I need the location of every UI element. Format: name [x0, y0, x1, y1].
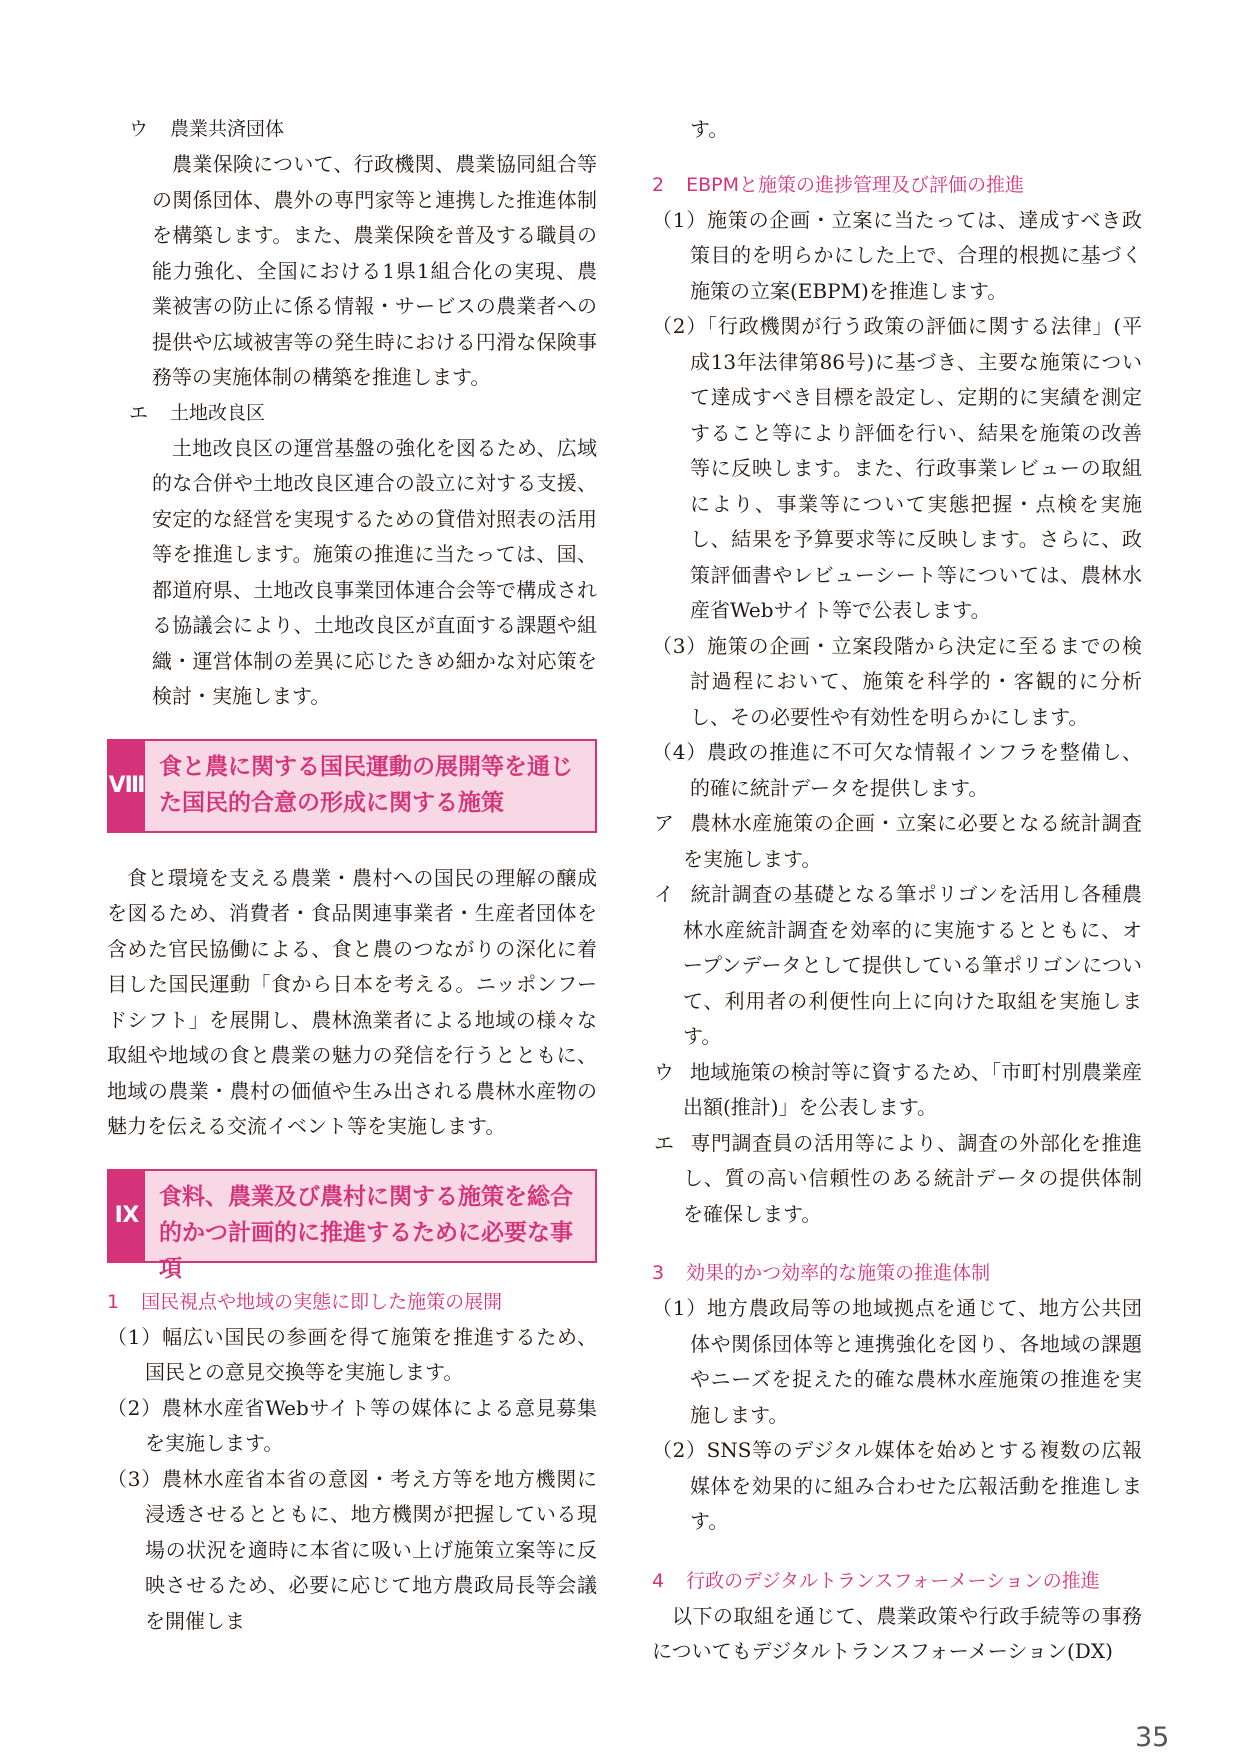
heading-text: 国民視点や地域の実態に即した施策の展開 [141, 1290, 503, 1313]
item-number: （4） [652, 740, 707, 764]
left-column [107, 112, 597, 1639]
sub-text: 統計調査の基礎となる筆ポリゴンを活用し各種農林水産統計調査を効率的に実施するとともに、オープンデータとして提供している筆ポリゴンについて、利用者の利便性向上に向けた取組を実施します。 [683, 882, 1143, 1048]
heading-text: 行政のデジタルトランスフォーメーションの推進 [686, 1569, 1100, 1592]
sub-marker: エ [654, 1130, 675, 1155]
item-number: （1） [652, 207, 708, 232]
item-text: 施策の企画・立案に当たっては、達成すべき政策目的を明らかにした上で、合理的根拠に基づく施策の立案(EBPM)を推進します。 [690, 207, 1142, 303]
section-banner-9 [107, 1169, 597, 1282]
list-item [652, 1291, 1142, 1433]
sub-marker: イ [654, 882, 675, 906]
subhead-title: 土地改良区 [170, 401, 266, 424]
list-item [652, 309, 1142, 629]
item-text: 地方農政局等の地域拠点を通じて、地方公共団体や関係団体等と連携強化を図り、各地域の課題やニーズを捉えた的確な農林水産施策の推進を実施します。 [690, 1296, 1142, 1427]
paragraph-s4-body: 以下の取組を通じて、農業政策や行政手続等の事務についてもデジタルトランスフォーメーション(DX) [652, 1603, 1142, 1663]
section-heading-4 [652, 1564, 1142, 1599]
item-text: 幅広い国民の参画を得て施策を推進するため、国民との意見交換等を実施します。 [145, 1324, 597, 1384]
heading-number: 4 [652, 1569, 665, 1592]
list-item [652, 735, 1142, 806]
item-number: （1） [107, 1324, 163, 1349]
item-number: （2） [107, 1395, 162, 1420]
item-text: 施策の企画・立案段階から決定に至るまでの検討過程において、施策を科学的・客観的に分析し、その必要性や有効性を明らかにします。 [690, 633, 1142, 729]
item-number: （3） [652, 633, 707, 658]
heading-number: 3 [652, 1262, 665, 1284]
item-number: （1） [652, 1296, 708, 1320]
heading-text: 効果的かつ効率的な施策の推進体制 [686, 1262, 991, 1284]
right-column [652, 112, 1142, 1670]
section-heading-2 [652, 168, 1142, 203]
section-heading-3 [652, 1256, 1142, 1291]
list-item [652, 1433, 1142, 1540]
section-title: 食料、農業及び農村に関する施策を総合的かつ計画的に推進するために必要な事項 [159, 1183, 573, 1282]
section-heading-1 [107, 1285, 597, 1320]
list-item [107, 1391, 597, 1462]
list-item [107, 1320, 597, 1391]
sub-text: 専門調査員の活用等により、調査の外部化を推進し、質の高い信頼性のある統計データの提供体制を確保します。 [683, 1130, 1143, 1226]
subhead-u [107, 112, 597, 147]
sub-item [652, 1055, 1142, 1126]
sub-marker: ア [654, 811, 675, 835]
list-item [652, 629, 1142, 736]
heading-number: 2 [652, 173, 665, 196]
subhead-e [107, 396, 597, 431]
section-number: Ⅸ [109, 1171, 145, 1261]
item-number: （2） [652, 314, 708, 338]
paragraph-e-body: 土地改良区の運営基盤の強化を図るため、広域的な合併や土地改良区連合の設立に対する支援、安定的な経営を実現するための貸借対照表の活用等を推進します。施策の推進に当たっては、国、都道府県、土地改良事業団体連合会等で構成される協議会により、土地改良区が直面する課題や組織・運営体制の差異に応じたきめ細かな対応策を検討・実施します。 [152, 435, 597, 708]
paragraph-u-body: 農業保険について、行政機関、農業協同組合等の関係団体、農外の専門家等と連携した推進体制を構築します。また、農業保険を普及する職員の能力強化、全国における1県1組合化の実現、農業被害の防止に係る情報・サービスの農業者への提供や広域被害等の発生時における円滑な保険事務等の実施体制の構築を推進します。 [152, 152, 597, 389]
subhead-title: 農業共済団体 [170, 118, 285, 140]
item-text: 農林水産省本省の意図・考え方等を地方機関に浸透させるとともに、地方機関が把握している現場の状況を適時に本省に吸い上げ施策立案等に反映させるため、必要に応じて地方農政局長等会議を開催しま [145, 1466, 597, 1633]
continuation-text: す。 [690, 117, 729, 141]
sub-marker: ウ [654, 1059, 675, 1084]
sub-item [652, 806, 1142, 877]
item-text: 「行政機関が行う政策の評価に関する法律」(平成13年法律第86号)に基づき、主要な施策について達成すべき目標を設定し、定期的に実績を測定すること等により評価を行い、結果を施策の改善等に反映します。また、行政事業レビューの取組により、事業等について実態把握・点検を実施し、結果を予算要求等に反映します。さらに、政策評価書やレビューシート等については、農林水産省Webサイト等で公表します。 [690, 314, 1142, 622]
sub-text: 地域施策の検討等に資するため、「市町村別農業産出額(推計)」を公表します。 [683, 1059, 1142, 1119]
list-item [652, 203, 1142, 310]
item-text: SNS等のデジタル媒体を始めとする複数の広報媒体を効果的に組み合わせた広報活動を推進します。 [690, 1438, 1142, 1533]
sub-item [652, 1126, 1142, 1233]
list-item [107, 1462, 597, 1640]
heading-number: 1 [107, 1290, 120, 1313]
subhead-marker: エ [129, 401, 149, 424]
sub-item [652, 877, 1142, 1055]
section-banner-8 [107, 739, 597, 833]
item-number: （2） [652, 1438, 707, 1462]
item-number: （3） [107, 1466, 162, 1491]
subhead-marker: ウ [129, 118, 149, 140]
section-title: 食と農に関する国民運動の展開等を通じた国民的合意の形成に関する施策 [159, 753, 573, 816]
section-number: Ⅷ [109, 741, 145, 831]
heading-text: EBPMと施策の進捗管理及び評価の推進 [686, 173, 1024, 196]
item-text: 農林水産省Webサイト等の媒体による意見募集を実施します。 [145, 1395, 597, 1455]
paragraph-sec8-body: 食と環境を支える農業・農村への国民の理解の醸成を図るため、消費者・食品関連事業者・生産者団体を含めた官民協働による、食と農のつながりの深化に着目した国民運動「食から日本を考える。ニッポンフードシフト」を展開し、農林漁業者による地域の様々な取組や地域の食と農業の魅力の発信を行うとともに、地域の農業・農村の価値や生み出される農林水産物の魅力を伝える交流イベント等を実施します。 [107, 865, 597, 1138]
page-number: 35 [1135, 1722, 1170, 1753]
item-text: 農政の推進に不可欠な情報インフラを整備し、的確に統計データを提供します。 [690, 740, 1142, 800]
sub-text: 農林水産施策の企画・立案に必要となる統計調査を実施します。 [683, 811, 1143, 871]
